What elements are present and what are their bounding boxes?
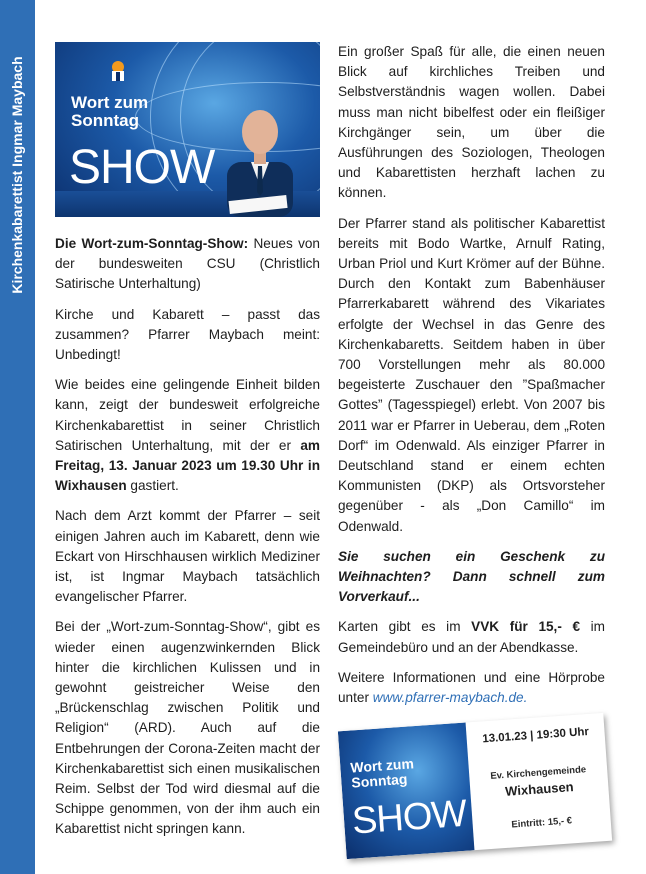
article-text: Wie beides eine gelingende Einheit bilden kann, zeigt der bundesweit erfolgreiche Kirchenkabarettist in seiner Christlich Satirischen Unterhaltung, mit der er: [55, 377, 320, 453]
article-paragraph: [55, 234, 320, 295]
gift-callout: Sie suchen ein Geschenk zu Weihnachten? Dann schnell zum Vorverkauf...: [338, 548, 605, 605]
ticket-logo-art: [338, 723, 475, 860]
article-right-column: [338, 42, 605, 718]
price-bold: VVK für 15,- €: [471, 619, 581, 635]
hero-logo-show: SHOW: [69, 141, 215, 194]
ticket-logo-show: SHOW: [350, 792, 468, 843]
ticket-info: [466, 713, 613, 850]
hero-logo-line1: Wort zum: [71, 93, 149, 112]
article-text: Karten gibt es im: [338, 619, 472, 635]
show-poster-image: [55, 42, 320, 217]
ticket-logo-line2: Sonntag: [350, 770, 408, 791]
article-paragraph: Der Pfarrer stand als politischer Kabarettist bereits mit Bodo Wartke, Arnulf Rating, Urban Priol und Kurt Krömer auf der Bühne. Durch den Kontakt zum Babenhäuser Pfarrerkabarett während des Vikariates erfolgte der Wechsel in das Genre des Kirchenkabaretts. Seitdem haben in über 700 Vorstellungen mehr als 80.000 begeisterte Zuschauer den ”Spaßmacher Gottes” (Tagesspiegel) erlebt. Von 2007 bis 2011 war er Pfarrer in Ueberau, dem „Roten Dorf“ im Odenwald. Als einziger Pfarrer in Deutschland stand er einem echten Kommunisten (DKP) als Ortsvorsteher gegenüber - als „Don Camillo“ im Odenwald.: [338, 215, 605, 534]
event-date-bold: am Freitag, 13. Januar 2023 um 19.30 Uhr in Wixhausen: [55, 437, 320, 494]
article-paragraph: Kirche und Kabarett – passt das zusammen? Pfarrer Maybach meint: Unbedingt!: [55, 306, 320, 363]
ticket-logo-line1: Wort zum: [349, 755, 415, 776]
article-paragraph: [338, 617, 605, 657]
article-text: gastiert.: [126, 478, 179, 494]
article-paragraph: Ein großer Spaß für alle, die einen neuen Blick auf kirchliches Treiben und Selbstverständnis wagen wollen. Dabei muss man nicht bibelfest oder ein fleißiger Kirchgänger sein, um über die Ausführungen des Soziologen, Theologen und Kabarettisten herzhaft lachen zu können.: [338, 44, 605, 201]
article-paragraph: [338, 668, 605, 708]
article-lead-bold: Die Wort-zum-Sonntag-Show:: [55, 236, 249, 251]
ticket-date: 13.01.23 | 19:30 Uhr: [481, 725, 590, 746]
ticket-logo-wordmark: [350, 756, 415, 790]
article-text: im Gemeindebüro und an der Abendkasse.: [338, 619, 606, 655]
sidebar-band: [0, 0, 35, 874]
ticket-price: Eintritt: 15,- €: [511, 815, 573, 831]
ticket-church: Ev. Kirchengemeinde: [490, 764, 587, 782]
website-link[interactable]: www.pfarrer-maybach.de.: [372, 690, 528, 706]
hero-logo-line2: Sonntag: [71, 110, 139, 130]
article-paragraph: [55, 375, 320, 496]
article-text: Weitere Informationen und eine Hörprobe unter: [338, 669, 605, 706]
article-lead-text: Neues von der bundesweiten CSU (Christlich Satirische Unterhaltung): [55, 236, 320, 292]
ticket-place: Wixhausen: [504, 779, 575, 799]
article-paragraph: Nach dem Arzt kommt der Pfarrer – seit einigen Jahren auch im Kabarett, denn wie Eckart von Hirschhausen wirklich Mediziner ist, ist Ingmar Maybach tatsächlich evangelischer Pfarrer.: [55, 508, 320, 605]
hero-logo-wordmark: [71, 94, 148, 130]
logo-mark-icon: [109, 60, 127, 82]
article-left-column: [55, 234, 320, 850]
presenter-figure: [215, 100, 305, 217]
article-paragraph: Bei der „Wort-zum-Sonntag-Show“, gibt es wieder einen augenzwinkernden Blick hinter die kirchlichen Kulissen und in gewohnt geistreicher Weise den „Brückenschlag zwischen Politik und Religion“ (ARD). Auch auf die Entbehrungen der Corona-Zeiten macht der Kirchenkabarettist sich einen musikalischen Reim. Selbst der Tod wird diesmal auf die Schippe genommen, von der ihm auch ein Kabarettist nicht springen kann.: [55, 619, 320, 837]
event-ticket: [338, 713, 612, 859]
sidebar-title: Kirchenkabarettist Ingmar Maybach: [9, 56, 25, 294]
